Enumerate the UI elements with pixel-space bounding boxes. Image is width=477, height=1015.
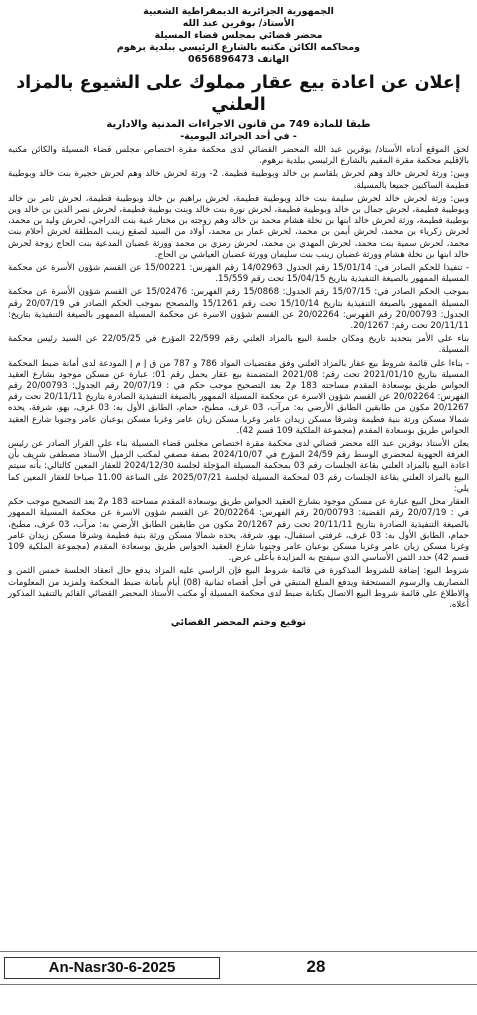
paragraph-announcement: يعلن الأستاذ بوقرين عبد الله محضر قضائي لدى محكمة مقرة اختصاص مجلس قضاء المسيلة بناء على القرار الصادر عن رئيس الغرفة الجهوية لمحضري الوسط رقم 24/59 المؤرخ في 2024/10/07 بصفة مصفي لمكتب الزميل الأستاذ مصطفى شريف بأن اعادة البيع بالمزاد العلني بقاعة الجلسات رقم 03 بمحكمة المسيلة المؤجلة لجلسة 2024/12/30 للعقار المعين كالتالي: بأنه سيتم البيع بالمزاد العلني بقاعة الجلسات رقم 03 لمحكمة المسيلة لجلسة 2025/07/21 على الساعة 11.00 صباحا للعقار المعين كما يلي: <box>8 439 470 494</box>
header-line-phone: الهاتف 0656896473 <box>188 54 289 65</box>
paragraph-heirs-2: وبين: ورثة لحرش خالد لحرش سليمة بنت خالد وبوطيبة فطيمة، لحرش براهيم بن خالد وبوطيبة فطيمة، لحرش ثامر بن خالد وبوطيبة فطيمة، لحرش جمال بن خالد وبوطيبة فطيمة، لحرش نورة بنت خالد وبنت بوطيبة فطيمة، لحرش نصر الدين بن خالد وبن بوطيبة فطيمة، ورثة لحرش خالد ابنها بن نخلة هشام محمد بن خالد وهم زوجته بن مختار غنية بنت الدراجي، لحرش وليد بن محمد، لحرش زكرياء بن محمد، لحرش أيمن بن محمد، لحرش عمار بن محمد، أولاد من السيد لصقع زينب المطلقة لحرش أحلام بنت محمد، لحرش سمية بنت محمد، لحرش المهدي بن محمد، لحرش رمزي بن محمد وورثة غضبان المدعية بنت الحاج زوجة لحرش خالد ابنها بن نخلة هشام وورثة غضبان زينب بنت سليمان وورثة غضبان العياشي بن الحاج. <box>8 193 469 260</box>
paragraph-property: العقار محل البيع عبارة عن مسكن موجود بشارع العقيد الحواس طريق بوسعادة المقدم مساحته 183 م2 بعد التصحيح موجب حكم في : 20/07/19 رقم القضية: 20/00793 رقم الفهرس: 20/02264 عن القسم شؤون الاسرة عن محكمة المسيلة الممهور بالصيغة التنفيذية الصادرة بتاريخ 20/11/11 تحت رقم 20/1267 مكون من طابقين الطابق الأرضي به: مرآب، 03 غرف، مطبخ، حمام، الطابق الأول به: 03 غرف، غرفتي استقبال، بهو، شرفة، يحده شمالا مسكن ورثة بنية فطيمة وشرقا مسكن زيدان عامر وغربا مسكن زيان عامر وغربا مسكن بوعبان عامر وجنوبا شارع العقيد الحواس طريق بوسعادة المقدم (مجموعة الملكية 109 قسم 42) حدد الثمن الأساسي الذي سيفتح به المزايدة بأعلى عرض. <box>8 497 469 564</box>
bailiff-header <box>8 6 469 66</box>
header-line-court: محضر قضائي بمجلس قضاء المسيلة <box>154 30 323 41</box>
paragraph-conditions-list: - بناءا على قائمة شروط بيع عقار بالمزاد العلني وفق مقتضيات المواد 786 و 787 من ق إ م إ المودعة لدى أمانة ضبط المحكمة المسيلة بتاريخ 2021/01/10 تحت رقم: 2021/08 المتضمنة بيع عقار يحمل رقم 01: عبارة عن مسكن موجود بشارع العقيد الحواس طريق بوسعادة المقدم مساحته 183 م2 بعد التصحيح موجب حكم في : 20/07/19 رقم الجدول: 20/00793 رقم الفهرس: 20/02264 عن القسم شؤون الاسرة عن محكمة المسيلة الممهور بالصيغة التنفيذية الصادرة بتاريخ 20/11/11 تحت رقم 20/1267 مكون من طابقين الطابق الأرضي به: مرآب، 03 غرف، مطبخ، حمام، الطابق الأول به: 03 غرف، بهو، شرفة، يحده شمالا مسكن ورثة بنية فطيمة وشرقا مسكن زيدان عامر وغربا مسكن زيان عامر وغربا مسكن بوعبان عامر وجنوبا شارع العقيد الحواس طريق بوسعادة المقدم (مجموعة الملكية 109 قسم 42). <box>8 358 469 436</box>
publication-date: An-Nasr30-6-2025 <box>4 957 220 979</box>
header-line-bailiff-name: الأستاذ/ بوقرين عبد الله <box>182 18 295 29</box>
notice-body <box>8 145 469 611</box>
paragraph-sale-terms: شروط البيع: إضافة للشروط المذكورة في قائمة شروط البيع فإن الراسي عليه المزاد يدفع حال انعقاد الجلسة خمس الثمن و المصاريف والرسوم المستحقة ويدفع المبلغ المتبقي في أجل أقصاه ثمانية (08) أيام بأمانة ضبط المحكمة ولمزيد من المعلومات والاطلاع على قائمة شروط البيع الاتصال بكتابة ضبط لدى محكمة المسيلة أو مكتب الأستاذ المحضر القضائي القائم بالتنفيذ المذكور أعلاه. <box>8 566 470 610</box>
newspaper-line: - في أحد الجرائد اليومية- <box>180 131 297 142</box>
header-line-republic: الجمهورية الجزائرية الديمقراطية الشعبية <box>143 6 334 17</box>
header-line-office-address: ومحاكمه الكائن مكتبه بالشارع الرئيسي ببلدية برهوم <box>116 42 361 53</box>
paragraph-judgment-2: بموجب الحكم الصادر في: 15/07/15 رقم الجدول: 15/0868 رقم الفهرس: 15/02476 عن القسم شؤون الأسرة عن محكمة المسيلة الممهور بالصيغة التنفيذية بتاريخ 15/10/14 تحت رقم 15/1261 والمصحح بموجب الحكم الصادر في 20/07/19 رقم الجدول: 20/00793 رقم الفهرس: 20/02264 عن القسم شؤون الاسرة عن محكمة المسيلة الممهور بالصيغة التنفيذية بتاريخ: 20/11/11 تحت رقم: 20/1267. <box>8 287 469 332</box>
signature-line: توقيع وختم المحضر القضائي <box>170 617 307 629</box>
paragraph-judgment-1: - تنفيذا للحكم الصادر في: 15/01/14 رقم الجدول 14/02963 رقم الفهرس: 15/00221 عن القسم شؤون الأسرة عن محكمة المسيلة الممهور بالصيغة التنفيذية بتاريخ 15/04/15 تحت رقم 15/559. <box>8 263 469 285</box>
paragraph-order: بناء على الأمر بتحديد تاريخ ومكان جلسة البيع بالمزاد العلني رقم 22/599 المؤرخ في 22/05/25 عن السيد رئيس محكمة المسيلة. <box>8 334 470 356</box>
notice-title: إعلان عن اعادة بيع عقار مملوك على الشيوع بالمزاد العلني <box>16 73 461 115</box>
paragraph-heirs-1: وبين: ورثة لحرش خالد وهم لحرش بلقاسم بن خالد وبوطيبة فطيمة. 2- ورثة لحرش خالد وهم لحرش حجيرة بنت خالد وبوطيبة فطيمة الساكنين جميعا بالمسيلة. <box>8 169 469 191</box>
paragraph-bailiff-intro: لحق الموقع أدناه الأستاذ/ بوقرين عبد الله المحضر القضائي لدى محكمة مقرة اختصاص مجلس قضاء المسيلة والكائن مكتبه بالإقليم محكمة مقرة المقيم بالشارع الرئيسي ببلدية برهوم. <box>8 145 469 167</box>
page-number: 28 <box>306 957 326 976</box>
notice-subtitle: طبقا للمادة 749 من قانون الاجراءات المدنية والادارية <box>106 119 371 130</box>
page-footer <box>0 951 477 985</box>
